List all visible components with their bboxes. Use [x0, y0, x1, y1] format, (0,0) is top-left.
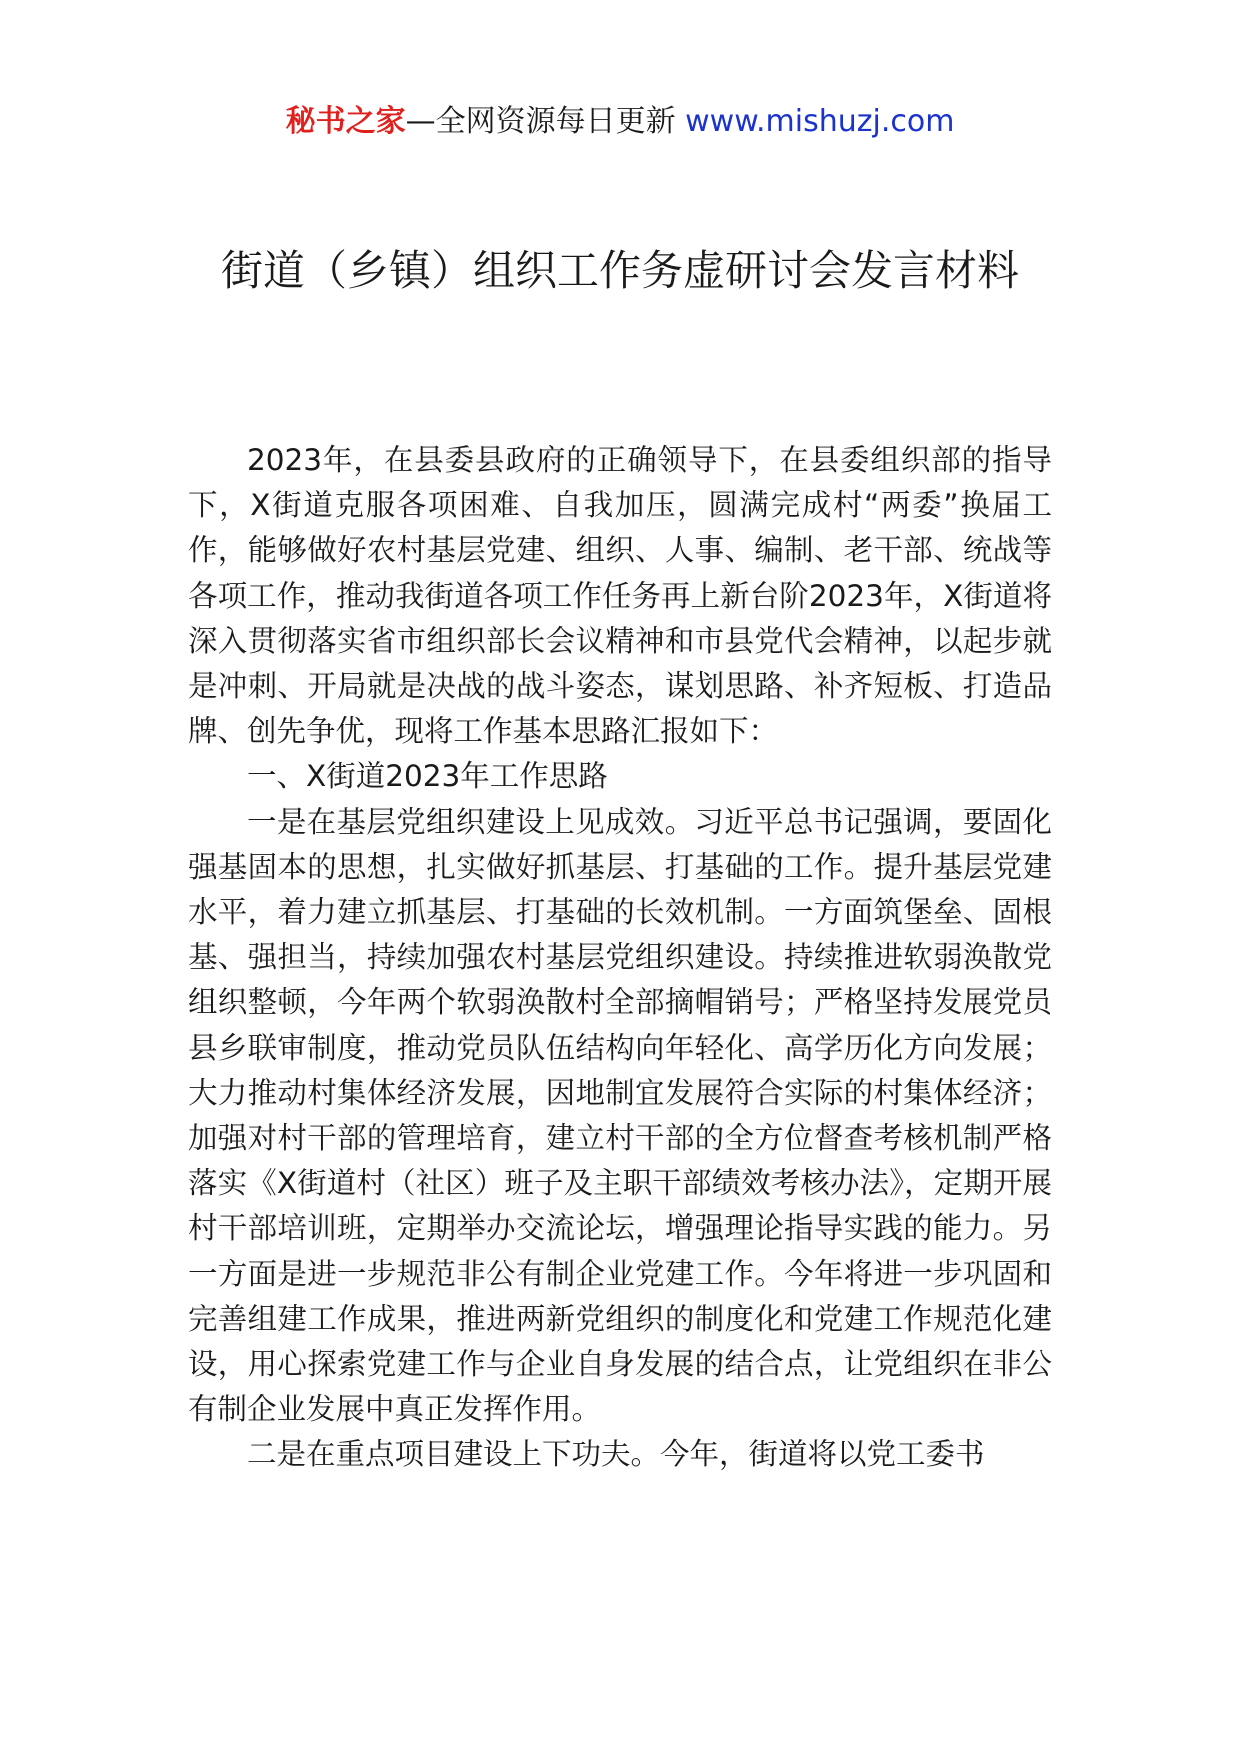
paragraph-intro: 2023年，在县委县政府的正确领导下，在县委组织部的指导下，X街道克服各项困难、自我加压，圆满完成村“两委”换届工作，能够做好农村基层党建、组织、人事、编制、老干部、统战等各项工作，推动我街道各项工作任务再上新台阶2023年，X街道将深入贯彻落实省市组织部长会议精神和市县党代会精神，以起步就是冲刺、开局就是决战的战斗姿态，谋划思路、补齐短板、打造品牌、创先争优，现将工作基本思路汇报如下： [188, 443, 1052, 749]
paragraph-point-two: 二是在重点项目建设上下功夫。今年，街道将以党工委书 [247, 1437, 985, 1472]
document-title: 街道（乡镇）组织工作务虚研讨会发言材料 [220, 246, 1019, 295]
section-heading: 一、X街道2023年工作思路 [247, 759, 608, 794]
document-body [188, 438, 1052, 1478]
header-slogan: —全网资源每日更新 [405, 104, 676, 139]
site-header [0, 100, 1240, 144]
website-link[interactable]: www.mishuzj.com [685, 104, 955, 139]
brand-name: 秘书之家 [285, 104, 406, 139]
paragraph-point-one: 一是在基层党组织建设上见成效。习近平总书记强调，要固化强基固本的思想，扎实做好抓基层、打基础的工作。提升基层党建水平，着力建立抓基层、打基础的长效机制。一方面筑堡垒、固根基、强担当，持续加强农村基层党组织建设。持续推进软弱涣散党组织整顿，今年两个软弱涣散村全部摘帽销号；严格坚持发展党员县乡联审制度，推动党员队伍结构向年轻化、高学历化方向发展；大力推动村集体经济发展，因地制宜发展符合实际的村集体经济；加强对村干部的管理培育，建立村干部的全方位督查考核机制严格落实《X街道村（社区）班子及主职干部绩效考核办法》，定期开展村干部培训班，定期举办交流论坛，增强理论指导实践的能力。另一方面是进一步规范非公有制企业党建工作。今年将进一步巩固和完善组建工作成果，推进两新党组织的制度化和党建工作规范化建设，用心探索党建工作与企业自身发展的结合点，让党组织在非公有制企业发展中真正发挥作用。 [188, 804, 1052, 1427]
